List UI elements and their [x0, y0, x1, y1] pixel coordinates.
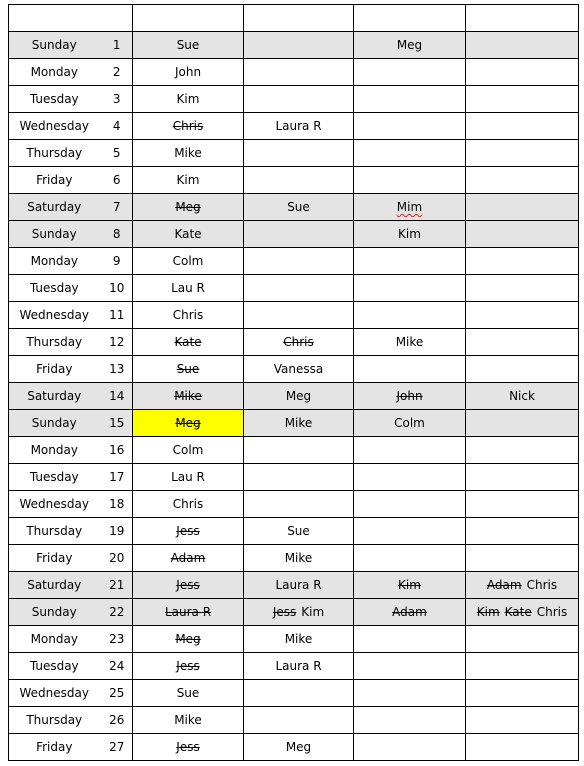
volunteer-cell-2[interactable]: [244, 140, 354, 167]
volunteer-cell-1[interactable]: [133, 437, 244, 464]
volunteer-name: Nick: [509, 389, 535, 403]
volunteer-cell-4[interactable]: [466, 626, 579, 653]
date-cell[interactable]: 26: [102, 707, 133, 734]
rota-row: [9, 32, 579, 59]
date-cell[interactable]: 21: [102, 572, 133, 599]
struck-name: Kim: [398, 578, 421, 592]
volunteer-cell-3[interactable]: [354, 410, 466, 437]
struck-name: Mike: [174, 389, 202, 403]
volunteer-cell-4[interactable]: [466, 599, 579, 626]
volunteer-cell-3[interactable]: [354, 194, 466, 221]
volunteer-name: Laura R: [275, 119, 322, 133]
volunteer-cell-3[interactable]: [354, 464, 466, 491]
date-cell[interactable]: 15: [102, 410, 133, 437]
day-cell[interactable]: Thursday: [9, 140, 102, 167]
volunteer-cell-4[interactable]: [466, 59, 579, 86]
volunteer-cell-1[interactable]: [133, 572, 244, 599]
volunteer-cell-3[interactable]: [354, 653, 466, 680]
volunteer-cell-3[interactable]: [354, 32, 466, 59]
date-cell[interactable]: 8: [102, 221, 133, 248]
volunteer-cell-3[interactable]: [354, 572, 466, 599]
blank-cell[interactable]: [466, 5, 579, 32]
volunteer-cell-3[interactable]: [354, 302, 466, 329]
volunteer-cell-1[interactable]: [133, 383, 244, 410]
rota-row: [9, 518, 579, 545]
volunteer-name: Mike: [284, 632, 313, 646]
date-cell[interactable]: 19: [102, 518, 133, 545]
rota-row: [9, 572, 579, 599]
rota-row: [9, 707, 579, 734]
volunteer-name: Colm: [172, 254, 204, 268]
day-cell[interactable]: Wednesday: [9, 491, 102, 518]
volunteer-cell-4[interactable]: [466, 545, 579, 572]
day-cell[interactable]: Saturday: [9, 572, 102, 599]
rota-row: [9, 680, 579, 707]
rota-row: [9, 599, 579, 626]
volunteer-name: Sue: [287, 200, 310, 214]
volunteer-cell-1[interactable]: [133, 653, 244, 680]
volunteer-name: Meg: [285, 740, 312, 754]
struck-name: Jess: [176, 659, 200, 673]
volunteer-cell-1[interactable]: [133, 734, 244, 761]
volunteer-cell-3[interactable]: [354, 86, 466, 113]
rota-row: [9, 329, 579, 356]
day-cell[interactable]: Wednesday: [9, 680, 102, 707]
volunteer-name: Sue: [287, 524, 310, 538]
volunteer-cell-3[interactable]: [354, 140, 466, 167]
blank-cell[interactable]: [102, 5, 133, 32]
blank-cell[interactable]: [244, 5, 354, 32]
volunteer-cell-1[interactable]: [133, 410, 244, 437]
volunteer-cell-1[interactable]: [133, 329, 244, 356]
volunteer-cell-4[interactable]: [466, 518, 579, 545]
volunteer-name: Meg: [285, 389, 312, 403]
volunteer-cell-2[interactable]: [244, 464, 354, 491]
volunteer-cell-4[interactable]: [466, 194, 579, 221]
volunteer-cell-3[interactable]: [354, 356, 466, 383]
volunteer-cell-1[interactable]: [133, 545, 244, 572]
day-cell[interactable]: Saturday: [9, 194, 102, 221]
volunteer-cell-2[interactable]: [244, 653, 354, 680]
day-cell[interactable]: Monday: [9, 437, 102, 464]
volunteer-cell-4[interactable]: [466, 113, 579, 140]
volunteer-cell-2[interactable]: [244, 356, 354, 383]
rota-row: [9, 302, 579, 329]
volunteer-cell-1[interactable]: [133, 59, 244, 86]
volunteer-name: Sue: [176, 686, 200, 700]
volunteer-cell-1[interactable]: [133, 113, 244, 140]
struck-name: Kim: [476, 605, 500, 619]
date-cell[interactable]: 23: [102, 626, 133, 653]
volunteer-cell-1[interactable]: [133, 221, 244, 248]
day-cell[interactable]: Sunday: [9, 410, 102, 437]
volunteer-name: Chris: [172, 497, 204, 511]
volunteer-cell-1[interactable]: [133, 167, 244, 194]
rota-row: [9, 59, 579, 86]
volunteer-cell-3[interactable]: [354, 518, 466, 545]
struck-name: Jess: [176, 578, 200, 592]
volunteer-cell-1[interactable]: [133, 356, 244, 383]
volunteer-cell-3[interactable]: [354, 275, 466, 302]
volunteer-name: Colm: [172, 443, 204, 457]
volunteer-cell-4[interactable]: [466, 734, 579, 761]
day-cell[interactable]: Friday: [9, 734, 102, 761]
volunteer-name: Mike: [284, 551, 313, 565]
volunteer-cell-2[interactable]: [244, 248, 354, 275]
date-cell[interactable]: 18: [102, 491, 133, 518]
struck-name: Kate: [504, 605, 532, 619]
date-cell[interactable]: 10: [102, 275, 133, 302]
volunteer-name: Mike: [395, 335, 424, 349]
struck-name: Jess: [272, 605, 297, 619]
volunteer-cell-2[interactable]: [244, 545, 354, 572]
volunteer-name: Lau R: [171, 470, 205, 484]
blank-cell[interactable]: [133, 5, 244, 32]
volunteer-cell-3[interactable]: [354, 545, 466, 572]
struck-name: Meg: [175, 200, 201, 214]
volunteer-cell-2[interactable]: [244, 302, 354, 329]
date-cell[interactable]: 7: [102, 194, 133, 221]
struck-name: Adam: [392, 605, 427, 619]
day-cell[interactable]: Friday: [9, 356, 102, 383]
day-cell[interactable]: Tuesday: [9, 464, 102, 491]
date-cell[interactable]: 2: [102, 59, 133, 86]
date-cell[interactable]: 25: [102, 680, 133, 707]
volunteer-cell-2[interactable]: [244, 491, 354, 518]
volunteer-cell-1[interactable]: [133, 626, 244, 653]
volunteer-cell-4[interactable]: [466, 707, 579, 734]
volunteer-cell-2[interactable]: [244, 437, 354, 464]
rota-row: [9, 491, 579, 518]
volunteer-cell-3[interactable]: [354, 437, 466, 464]
volunteer-cell-2[interactable]: [244, 113, 354, 140]
struck-name: Chris: [283, 335, 314, 349]
volunteer-name: Colm: [394, 416, 425, 430]
volunteer-cell-4[interactable]: [466, 491, 579, 518]
rota-row: [9, 86, 579, 113]
date-cell[interactable]: 11: [102, 302, 133, 329]
volunteer-cell-1[interactable]: [133, 248, 244, 275]
volunteer-cell-3[interactable]: [354, 167, 466, 194]
volunteer-name: Laura R: [275, 578, 322, 592]
rota-row: [9, 734, 579, 761]
volunteer-name: Mike: [284, 416, 313, 430]
volunteer-name: Sue: [176, 38, 200, 52]
struck-name: Laura R: [164, 605, 212, 619]
volunteer-cell-2[interactable]: [244, 59, 354, 86]
struck-name: Jess: [176, 524, 200, 538]
volunteer-cell-2[interactable]: [244, 194, 354, 221]
volunteer-cell-1[interactable]: [133, 464, 244, 491]
date-cell[interactable]: 9: [102, 248, 133, 275]
volunteer-cell-2[interactable]: [244, 680, 354, 707]
day-cell[interactable]: Tuesday: [9, 275, 102, 302]
day-cell[interactable]: Tuesday: [9, 653, 102, 680]
struck-name: Kate: [174, 335, 202, 349]
volunteer-cell-2[interactable]: [244, 410, 354, 437]
day-cell[interactable]: Thursday: [9, 707, 102, 734]
day-cell[interactable]: Friday: [9, 545, 102, 572]
rota-row: [9, 356, 579, 383]
day-cell[interactable]: Monday: [9, 248, 102, 275]
volunteer-cell-3[interactable]: [354, 383, 466, 410]
volunteer-cell-3[interactable]: [354, 113, 466, 140]
volunteer-name: Mike: [174, 713, 202, 727]
day-cell[interactable]: Wednesday: [9, 302, 102, 329]
day-cell[interactable]: Wednesday: [9, 113, 102, 140]
volunteer-name: John: [174, 65, 202, 79]
volunteer-cell-3[interactable]: [354, 680, 466, 707]
volunteer-cell-2[interactable]: [244, 572, 354, 599]
volunteer-cell-1[interactable]: [133, 275, 244, 302]
volunteer-cell-4[interactable]: [466, 356, 579, 383]
struck-name: Chris: [172, 119, 204, 133]
rota-body: [9, 5, 579, 761]
blank-cell[interactable]: [354, 5, 466, 32]
volunteer-cell-4[interactable]: [466, 680, 579, 707]
volunteer-name: Kim: [176, 173, 200, 187]
rota-row: [9, 545, 579, 572]
date-cell[interactable]: 17: [102, 464, 133, 491]
date-cell[interactable]: 5: [102, 140, 133, 167]
day-cell[interactable]: Sunday: [9, 599, 102, 626]
volunteer-cell-3[interactable]: [354, 221, 466, 248]
rota-row: [9, 383, 579, 410]
volunteer-cell-2[interactable]: [244, 707, 354, 734]
rota-row: [9, 464, 579, 491]
day-cell[interactable]: Monday: [9, 59, 102, 86]
volunteer-name: Vanessa: [273, 362, 324, 376]
volunteer-cell-4[interactable]: [466, 248, 579, 275]
rota-row: [9, 167, 579, 194]
volunteer-cell-1[interactable]: [133, 302, 244, 329]
volunteer-cell-1[interactable]: [133, 140, 244, 167]
volunteer-name: Lau R: [171, 281, 205, 295]
volunteer-cell-2[interactable]: [244, 329, 354, 356]
rota-row: [9, 437, 579, 464]
volunteer-cell-1[interactable]: [133, 32, 244, 59]
volunteer-cell-4[interactable]: [466, 383, 579, 410]
volunteer-cell-1[interactable]: [133, 680, 244, 707]
volunteer-cell-2[interactable]: [244, 275, 354, 302]
rota-row: [9, 626, 579, 653]
volunteer-cell-4[interactable]: [466, 140, 579, 167]
volunteer-cell-4[interactable]: [466, 302, 579, 329]
date-cell[interactable]: 20: [102, 545, 133, 572]
volunteer-cell-3[interactable]: [354, 329, 466, 356]
volunteer-name: Meg: [396, 38, 423, 52]
volunteer-cell-2[interactable]: [244, 32, 354, 59]
volunteer-cell-4[interactable]: [466, 464, 579, 491]
day-cell[interactable]: Friday: [9, 167, 102, 194]
volunteer-cell-2[interactable]: [244, 734, 354, 761]
rota-row: [9, 221, 579, 248]
struck-name: Jess: [176, 740, 200, 754]
volunteer-cell-1[interactable]: [133, 599, 244, 626]
volunteer-cell-3[interactable]: [354, 59, 466, 86]
volunteer-cell-3[interactable]: [354, 599, 466, 626]
volunteer-name: Chris: [536, 605, 568, 619]
date-cell[interactable]: 4: [102, 113, 133, 140]
volunteer-cell-3[interactable]: [354, 491, 466, 518]
volunteer-cell-2[interactable]: [244, 86, 354, 113]
struck-name: John: [396, 389, 423, 403]
volunteer-cell-2[interactable]: [244, 383, 354, 410]
volunteer-cell-4[interactable]: [466, 572, 579, 599]
volunteer-cell-3[interactable]: [354, 626, 466, 653]
volunteer-name: Kim: [301, 605, 325, 619]
volunteer-cell-4[interactable]: [466, 275, 579, 302]
volunteer-cell-4[interactable]: [466, 437, 579, 464]
rota-row: [9, 275, 579, 302]
volunteer-cell-4[interactable]: [466, 86, 579, 113]
volunteer-name: Kim: [398, 227, 421, 241]
blank-header-row: [9, 5, 579, 32]
day-cell[interactable]: Monday: [9, 626, 102, 653]
volunteer-cell-4[interactable]: [466, 167, 579, 194]
struck-name: Meg: [175, 632, 201, 646]
volunteer-cell-1[interactable]: [133, 518, 244, 545]
day-cell[interactable]: Sunday: [9, 221, 102, 248]
volunteer-cell-1[interactable]: [133, 491, 244, 518]
rota-table: [8, 4, 579, 761]
volunteer-cell-2[interactable]: [244, 221, 354, 248]
date-cell[interactable]: 24: [102, 653, 133, 680]
date-cell[interactable]: 12: [102, 329, 133, 356]
rota-row: [9, 140, 579, 167]
day-cell[interactable]: Sunday: [9, 32, 102, 59]
day-cell[interactable]: Tuesday: [9, 86, 102, 113]
date-cell[interactable]: 1: [102, 32, 133, 59]
volunteer-cell-3[interactable]: [354, 734, 466, 761]
rota-row: [9, 653, 579, 680]
rota-row: [9, 113, 579, 140]
volunteer-cell-2[interactable]: [244, 599, 354, 626]
volunteer-cell-2[interactable]: [244, 518, 354, 545]
volunteer-cell-1[interactable]: [133, 194, 244, 221]
volunteer-cell-4[interactable]: [466, 329, 579, 356]
day-cell[interactable]: Saturday: [9, 383, 102, 410]
date-cell[interactable]: 16: [102, 437, 133, 464]
rota-row: [9, 410, 579, 437]
volunteer-name: Laura R: [275, 659, 322, 673]
day-cell[interactable]: Thursday: [9, 518, 102, 545]
date-cell[interactable]: 22: [102, 599, 133, 626]
volunteer-cell-4[interactable]: [466, 653, 579, 680]
date-cell[interactable]: 6: [102, 167, 133, 194]
volunteer-cell-1[interactable]: [133, 86, 244, 113]
struck-name: Meg: [175, 416, 201, 430]
struck-name: Adam: [486, 578, 522, 592]
volunteer-name: Kate: [174, 227, 202, 241]
volunteer-cell-3[interactable]: [354, 707, 466, 734]
volunteer-name: Kim: [176, 92, 200, 106]
date-cell[interactable]: 13: [102, 356, 133, 383]
volunteer-cell-3[interactable]: [354, 248, 466, 275]
rota-row: [9, 194, 579, 221]
volunteer-name: Mim: [396, 200, 423, 214]
volunteer-cell-4[interactable]: [466, 410, 579, 437]
date-cell[interactable]: 14: [102, 383, 133, 410]
volunteer-name: Chris: [526, 578, 558, 592]
struck-name: Adam: [170, 551, 206, 565]
date-cell[interactable]: 27: [102, 734, 133, 761]
struck-name: Sue: [176, 362, 200, 376]
volunteer-cell-4[interactable]: [466, 32, 579, 59]
volunteer-name: Chris: [172, 308, 204, 322]
volunteer-name: Mike: [174, 146, 202, 160]
volunteer-cell-2[interactable]: [244, 167, 354, 194]
volunteer-cell-2[interactable]: [244, 626, 354, 653]
day-cell[interactable]: Thursday: [9, 329, 102, 356]
volunteer-cell-1[interactable]: [133, 707, 244, 734]
blank-cell[interactable]: [9, 5, 102, 32]
date-cell[interactable]: 3: [102, 86, 133, 113]
rota-row: [9, 248, 579, 275]
volunteer-cell-4[interactable]: [466, 221, 579, 248]
